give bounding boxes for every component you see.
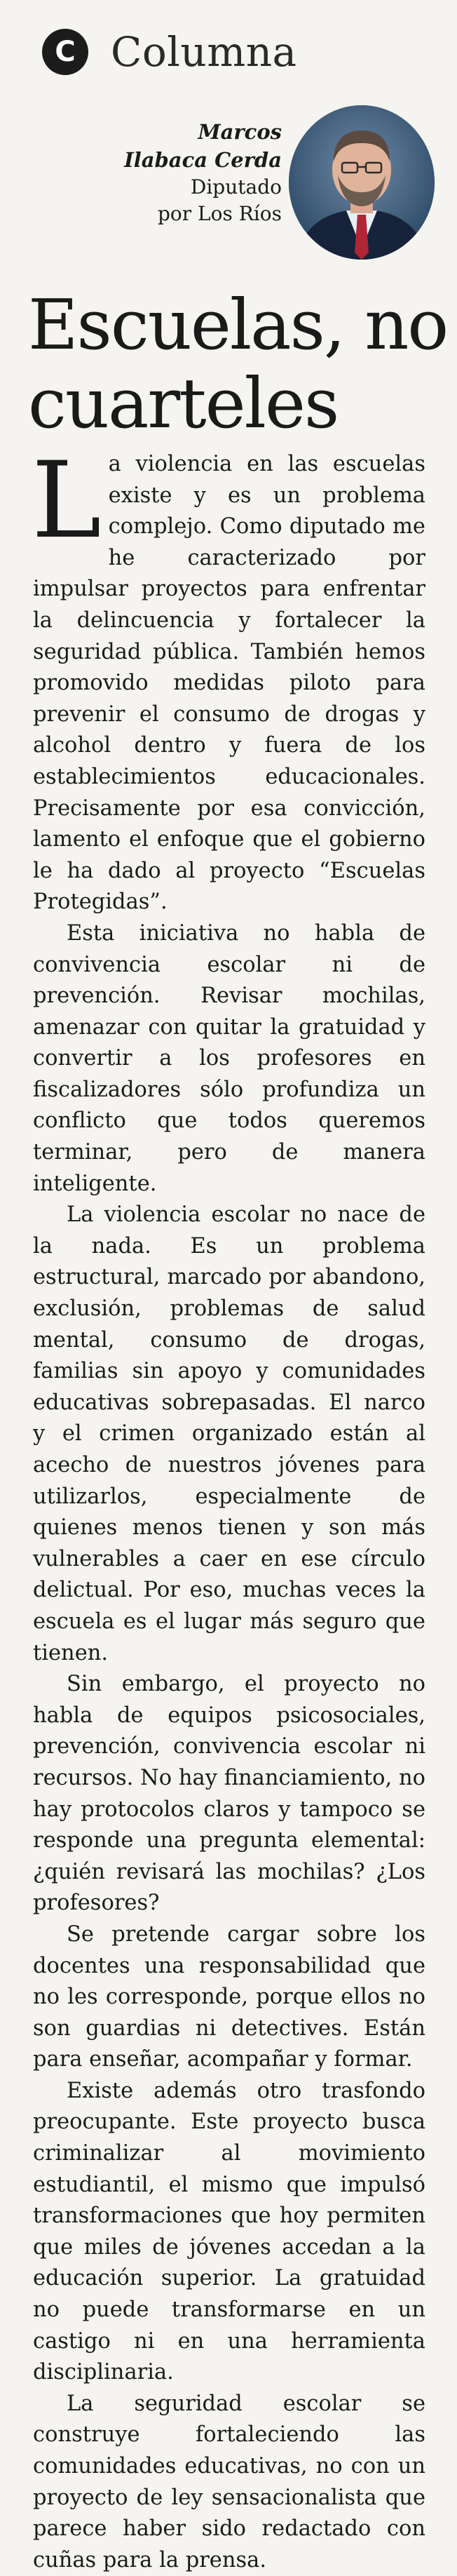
author-role-line1: Diputado — [190, 175, 282, 199]
article-paragraph: La violencia escolar no nace de la nada. Es un problema estructural, marcado por abandono, exclusión, problemas de salud mental, consumo de drogas, familias sin apoyo y comunidades educativas sobrepasadas. El narco y el crimen organizado están al acecho de nuestros jóvenes para utilizarlos, especialmente de quienes menos tienen y son más vulnerables a caer en ese círculo delictual. Por eso, muchas veces la escuela es el lugar más seguro que tienen. — [33, 1202, 425, 1665]
section-name: Columna — [111, 28, 297, 76]
article-body — [32, 440, 425, 2576]
article-paragraph: La seguridad escolar se construye fortaleciendo las comunidades educativas, no con un proyecto de ley sensacionalista que parece haber sido redactado con cuñas para la prensa. — [33, 2391, 425, 2572]
article-paragraph: Se pretende cargar sobre los docentes una responsabilidad que no les corresponde, porque ellos no son guardias ni detectives. Están para enseñar, acompañar y formar. — [33, 1921, 425, 2072]
author-role-line2: por Los Ríos — [157, 202, 282, 225]
article-paragraph: Existe además otro trasfondo preocupante. Este proyecto busca criminalizar al movimiento estudiantil, el mismo que impulsó transformaciones que hoy permiten que miles de jóvenes accedan a la educación superior. La gratuidad no puede transformarse en un castigo ni en una herramienta disciplinaria. — [33, 2078, 425, 2385]
article-paragraph: Sin embargo, el proyecto no habla de equipos psicosociales, prevención, convivencia escolar ni recursos. No hay financiamiento, no hay protocolos claros y tampoco se responde una pregunta elemental: ¿quién revisará las mochilas? ¿Los profesores? — [33, 1672, 425, 1916]
headline-line2: cuarteles — [28, 364, 339, 444]
headline-line1: Escuelas, no — [28, 286, 448, 365]
article-paragraph: La violencia en las escuelas existe y es un problema complejo. Como diputado me he caracterizado por impulsar proyectos para enfrentar la delincuencia y fortalecer la seguridad pública. También hemos promovido medidas piloto para prevenir el consumo de drogas y alcohol dentro y fuera de los establecimientos educacionales. Precisamente por esa convicción, lamento el enfoque que el gobierno le ha dado al proyecto “Escuelas Protegidas”. — [32, 440, 425, 915]
drop-cap: L — [32, 440, 102, 562]
section-badge: C — [42, 29, 88, 75]
author-block — [124, 118, 282, 227]
author-name-line2: Ilabaca Cerda — [124, 148, 282, 172]
author-photo — [289, 105, 435, 260]
section-header — [42, 24, 297, 80]
author-name-line1: Marcos — [198, 120, 282, 144]
headline — [28, 286, 449, 443]
author-portrait-icon — [289, 105, 435, 260]
article-paragraph: Esta iniciativa no habla de convivencia escolar ni de prevención. Revisar mochilas, amenazar con quitar la gratuidad y convertir a los profesores en fiscalizadores sólo profundiza un conflicto que todos queremos terminar, pero de manera inteligente. — [33, 920, 425, 1196]
